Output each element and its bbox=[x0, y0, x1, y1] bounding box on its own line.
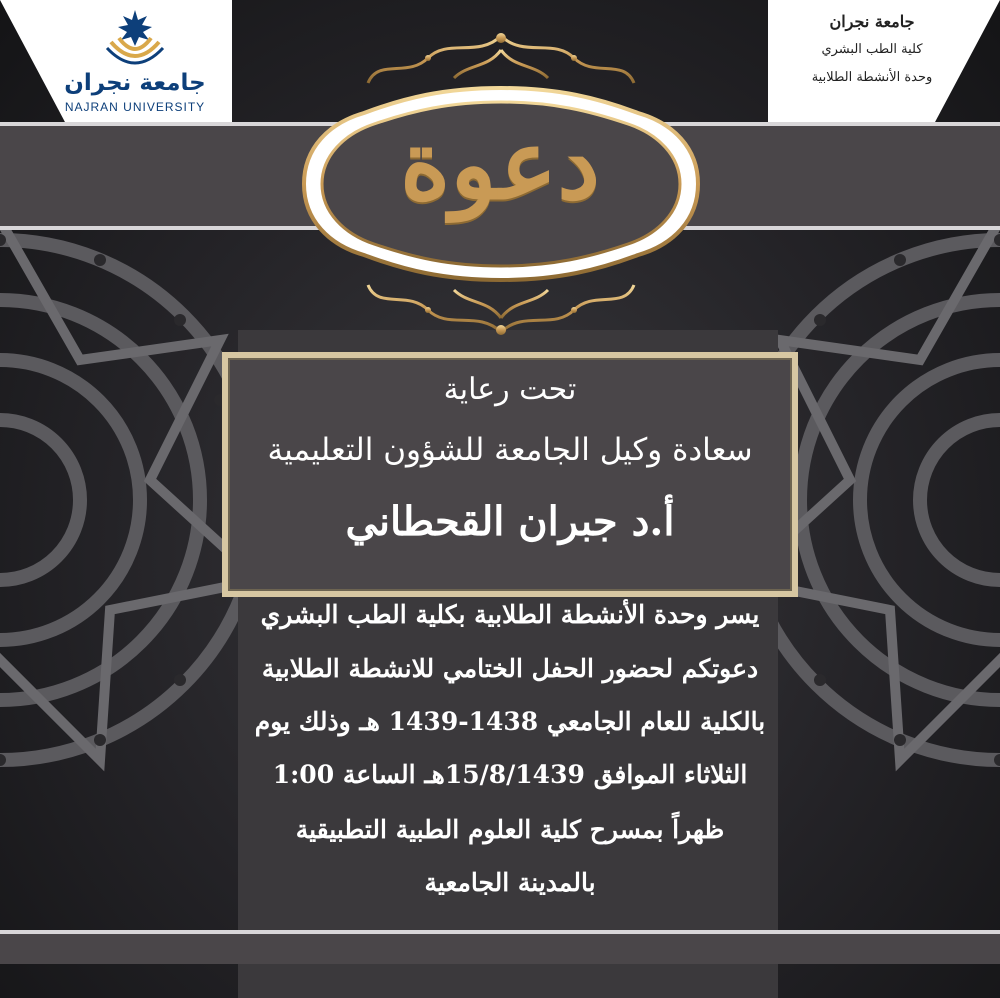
patronage-box bbox=[222, 352, 798, 597]
unit-header-college: كلية الطب البشري bbox=[821, 42, 923, 57]
logo-english-text: NAJRAN UNIVERSITY bbox=[64, 100, 206, 114]
unit-header-unit: وحدة الأنشطة الطلابية bbox=[811, 70, 933, 85]
bottom-band bbox=[0, 930, 1000, 964]
body-line: بالمدينة الجامعية bbox=[424, 868, 596, 897]
patronage-label: تحت رعاية bbox=[443, 372, 577, 407]
university-logo bbox=[60, 8, 210, 118]
body-line: ظهراً بمسرح كلية العلوم الطبية التطبيقية bbox=[295, 815, 725, 844]
body-line: الثلاثاء الموافق 15/8/1439هـ الساعة 1:00 bbox=[272, 760, 748, 789]
body-line: دعوتكم لحضور الحفل الختامي للانشطة الطلابية bbox=[261, 654, 759, 683]
patron-name: أ.د جبران القحطاني bbox=[345, 498, 675, 545]
body-line: بالكلية للعام الجامعي 1438-1439 هـ وذلك يوم bbox=[254, 707, 766, 736]
invitation-title: دعوة bbox=[400, 108, 600, 221]
patron-position: سعادة وكيل الجامعة للشؤون التعليمية bbox=[267, 432, 753, 468]
unit-header-university: جامعة نجران bbox=[829, 12, 915, 31]
body-line: يسر وحدة الأنشطة الطلابية بكلية الطب البشري bbox=[260, 600, 760, 629]
logo-arabic-text: جامعة نجران bbox=[64, 70, 206, 96]
najran-university-emblem-icon bbox=[105, 8, 165, 70]
